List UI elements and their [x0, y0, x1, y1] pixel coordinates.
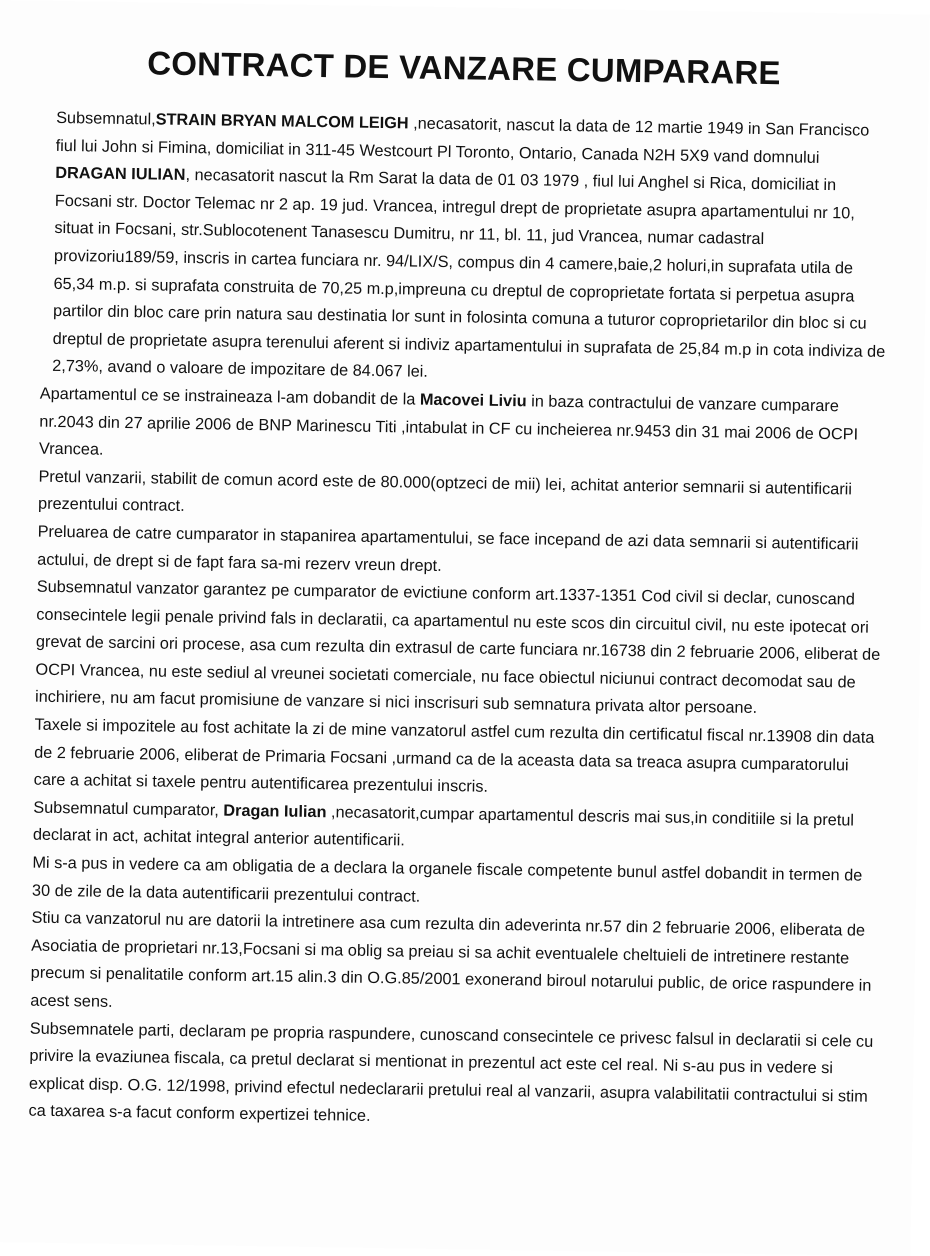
buyer-name: DRAGAN IULIAN — [55, 164, 186, 185]
paragraph-parties — [40, 105, 890, 394]
paragraph-declaration: Subsemnatele parti, declaram pe propria raspundere, cunoscand consecintele ce privesc falsul in declaratii si cele cu privire la evaziunea fiscala, ca pretul declarat si mentionat in prezentul act este cel real. Ni s-au pus in vedere si explicat disp. O.G. 12/1998, privind efectul nedeclararii pretului real al vanzarii, asupra valabilitatii contractului si stim ca taxarea s-a facut conform expertizei tehnice. — [28, 1019, 874, 1126]
paragraph-possession: Preluarea de catre cumparator in stapanirea apartamentului, se face incepand de azi data semnarii si autentificarii actului, de drept si de fapt fara sa-mi rezerv vreun drept. — [37, 522, 859, 575]
text-fragment: Subsemnatul cumparator, — [33, 798, 224, 820]
buyer-name: Dragan Iulian — [223, 801, 327, 822]
previous-owner-name: Macovei Liviu — [419, 390, 527, 411]
seller-name: STRAIN BRYAN MALCOM LEIGH — [155, 110, 409, 133]
paragraph-taxes: Taxele si impozitele au fost achitate la zi de mine vanzatorul astfel cum rezulta din certificatul fiscal nr.13908 din data de 2 februarie 2006, eliberat de Primaria Focsani ,urmand ca de la aceasta data sa treaca asupra cumparatorului care a achitat si taxele pentru autentificarea prezentului inscris. — [33, 715, 875, 797]
text-fragment: , necasatorit nascut la Rm Sarat la data de 01 03 1979 , fiul lui Anghel si Rica, domiciliat in Focsani str. Doctor Telemac nr 2 ap. 19 jud. Vrancea, intregul drept de proprietate asupra apartamentului nr 10, situat in Focsani, str.Sublocotenent Tanasescu Dumitru, nr 11, bl. 11, jud Vrancea, numar cadastral provizoriu189/59, inscris in cartea funciara nr. 94/LIX/S, compus din 4 camere,baie,2 holuri,in suprafata utila de 65,34 m.p. si suprafata construita de 70,25 m.p,impreuna cu dreptul de coproprietate fortata si perpetua asupra partilor din bloc care prin natura sau destinatia lor sunt in folosinta comuna a tuturor coproprietarilor din bloc si cu dreptul de proprietate asupra terenului aferent si indiviz apartamentului in suprafata de 25,84 m.p in cota indiviza de 2,73%, avand o valoare de impozitare de 84.067 lei. — [52, 166, 886, 382]
text-fragment: ,necasatorit,cumpar apartamentul descris mai sus,in conditiile si la pretul declarat in act, achitat integral anterior autentificarii. — [32, 803, 855, 850]
contract-body — [28, 105, 890, 1139]
paragraph-guarantee: Subsemnatul vanzator garantez pe cumparator de evictiune conform art.1337-1351 Cod civil si declar, cunoscand consecintele legii penale privind fals in declaratii, ca apartamentul nu este scos din circuitul civil, nu este ipotecat ori grevat de sarcini ori procese, asa cum rezulta din extrasul de carte funciara nr.16738 din 2 februarie 2006, eliberat de OCPI Vrancea, nu este sediul al vreunei societati comerciale, nu face obiectul niciunui contract decomodat sau de inchiriere, nu am facut promisiune de vanzare si nici inscrisuri sub semnatura privata altor persoane. — [34, 577, 881, 718]
paragraph-price: Pretul vanzarii, stabilit de comun acord este de 80.000(optzeci de mii) lei, achitat anterior semnarii si autentificarii prezentului contract. — [37, 467, 853, 516]
text-fragment: ,necasatorit, nascut la data de 12 martie 1949 in San Francisco fiul lui John si Fimina, domiciliat in 311-45 Westcourt Pl Toronto, Ontario, Canada N2H 5X9 vand domnului — [55, 114, 870, 167]
paragraph-maintenance: Stiu ca vanzatorul nu are datorii la intretinere asa cum rezulta din adeverinta nr.57 din 2 februarie 2006, eliberata de Asociatia de proprietari nr.13,Focsani si ma oblig sa preiau si sa achit eventualele cheltuieli de intretinere restante precum si penalitatile conform art.15 alin.3 din O.G.85/2001 exonerand biroul notarului public, de orice raspundere in acest sens. — [30, 908, 872, 1011]
text-fragment: Subsemnatul, — [56, 108, 156, 129]
paragraph-fiscal-declaration: Mi s-a pus in vedere ca am obligatia de a declara la organele fiscale competente bunul astfel dobandit in termen de 30 de zile de la data autentificarii prezentului contract. — [31, 853, 863, 906]
text-fragment: Apartamentul ce se instraineaza l-am dobandit de la — [39, 384, 421, 409]
text-fragment: in baza contractului de vanzare cumparare nr.2043 din 27 aprilie 2006 de BNP Marinescu Titi ,intabulat in CF cu incheierea nr.9453 din 31 mai 2006 de OCPI Vrancea. — [38, 392, 859, 459]
paragraph-acquisition — [39, 381, 886, 477]
document-title: CONTRACT DE VANZARE CUMPARARE — [147, 44, 781, 92]
